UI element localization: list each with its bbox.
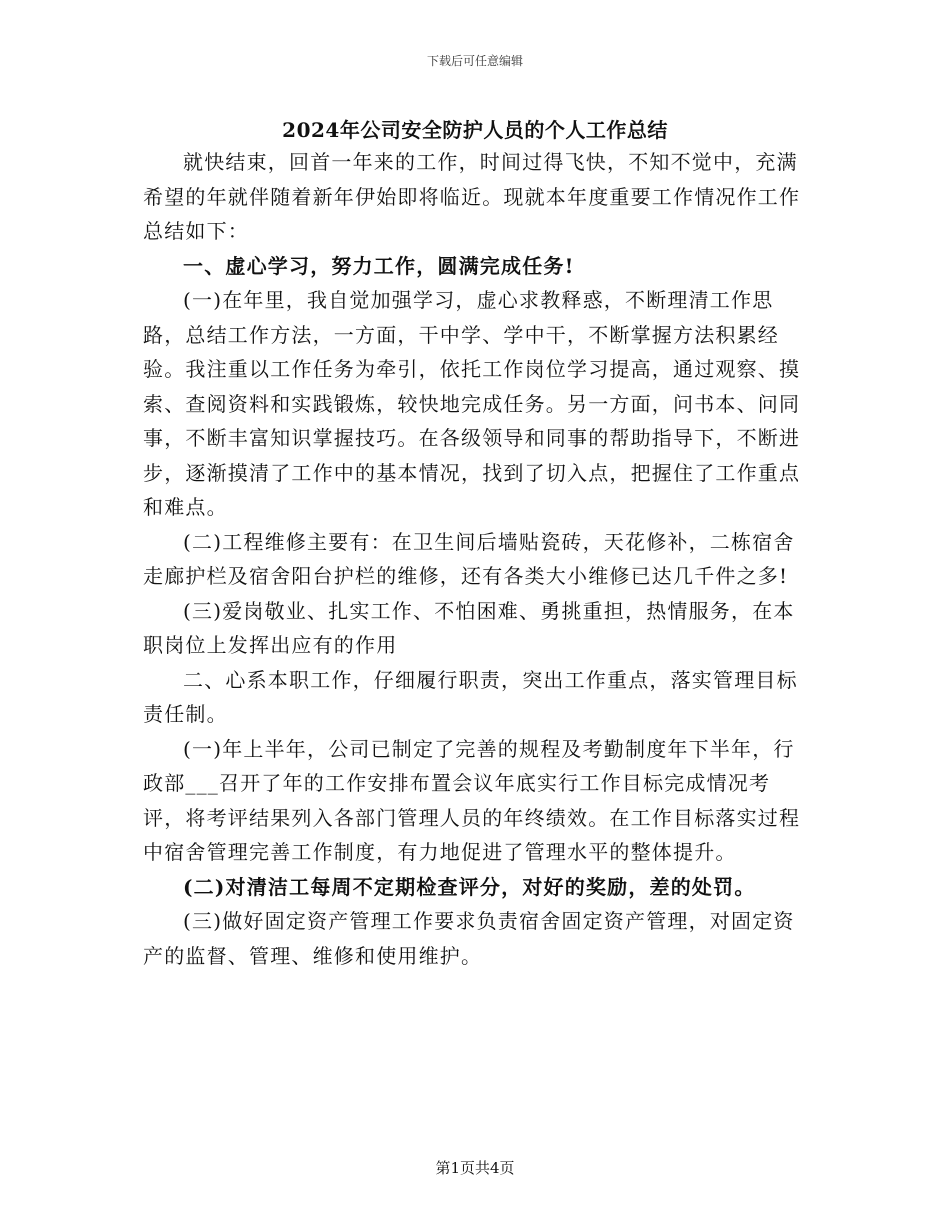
paragraph-2-1: (一)年上半年，公司已制定了完善的规程及考勤制度年下半年，行政部___召开了年的工作安排布置会议年底实行工作目标完成情况考评，将考评结果列入各部门管理人员的年终绩效。在工作目标落实过程中宿舍管理完善工作制度，有力地促进了管理水平的整体提升。: [143, 736, 801, 864]
section-heading-1: 一、虚心学习，努力工作，圆满完成任务!: [183, 253, 575, 278]
paragraph-1-1: (一)在年里，我自觉加强学习，虚心求教释惑，不断理清工作思路，总结工作方法，一方面，干中学、学中干，不断掌握方法积累经验。我注重以工作任务为牵引，依托工作岗位学习提高，通过观察、摸索、查阅资料和实践锻炼，较快地完成任务。另一方面，问书本、问同事，不断丰富知识掌握技巧。在各级领导和同事的帮助指导下，不断进步，逐渐摸清了工作中的基本情况，找到了切入点，把握住了工作重点和难点。: [143, 288, 801, 519]
paragraph-1-3: (三)爱岗敬业、扎实工作、不怕困难、勇挑重担，热情服务，在本职岗位上发挥出应有的作用: [143, 598, 795, 657]
paragraph-2-3: (三)做好固定资产管理工作要求负责宿舍固定资产管理，对固定资产的监督、管理、维修和使用维护。: [143, 909, 795, 968]
intro-paragraph: 就快结束，回首一年来的工作，时间过得飞快，不知不觉中，充满希望的年就伴随着新年伊始即将临近。现就本年度重要工作情况作工作总结如下：: [143, 150, 801, 243]
header-note: 下载后可任意编辑: [426, 54, 523, 68]
document-title: 2024年公司安全防护人员的个人工作总结: [282, 118, 668, 142]
paragraph-2-2: (二)对清洁工每周不定期检查评分，对好的奖励，差的处罚。: [183, 874, 756, 899]
page-number: 第1页共4页: [435, 1159, 515, 1177]
document-body: [143, 145, 803, 973]
section-heading-2: 二、心系本职工作，仔细履行职责，突出工作重点，落实管理目标责任制。: [143, 667, 798, 726]
paragraph-1-2: (二)工程维修主要有：在卫生间后墙贴瓷砖，天花修补，二栋宿舍走廊护栏及宿舍阳台护栏的维修，还有各类大小维修已达几千件之多!: [143, 529, 795, 588]
